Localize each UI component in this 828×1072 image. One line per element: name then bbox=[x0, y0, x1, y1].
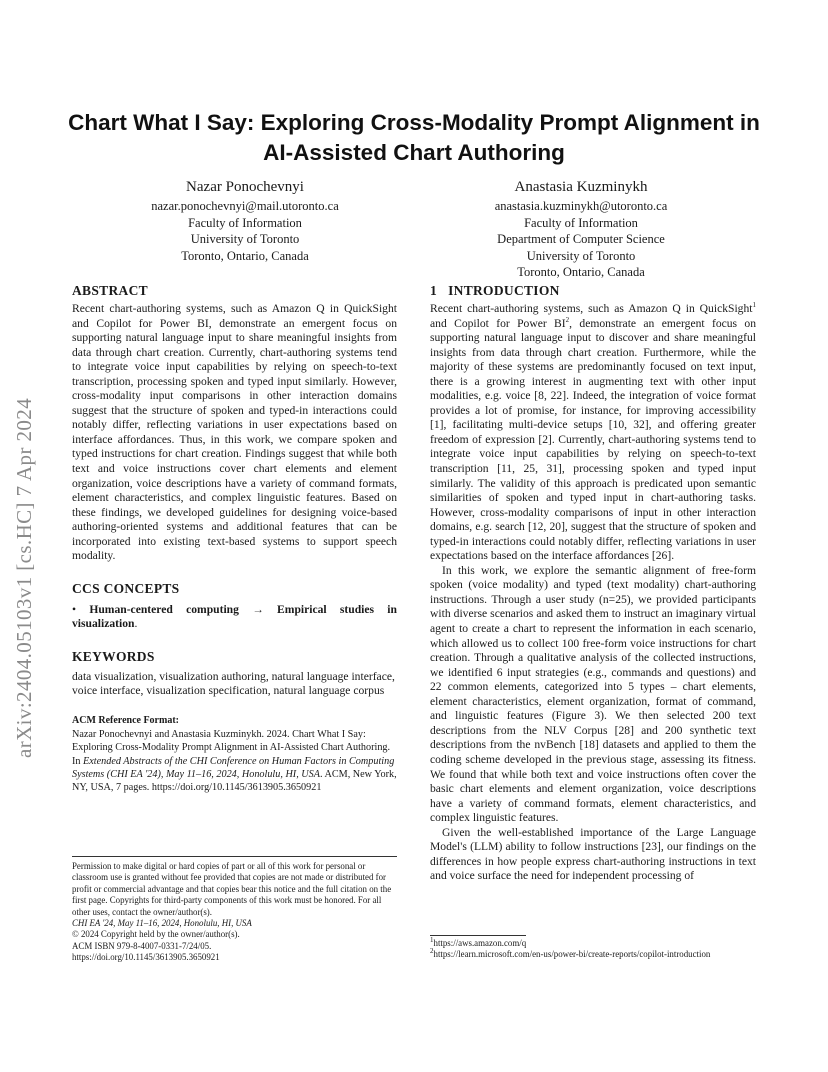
permission-block bbox=[72, 861, 398, 964]
author-block-1 bbox=[80, 176, 410, 264]
section-number: 1 bbox=[430, 283, 438, 298]
intro-paragraph-3: Given the well-established importance of the Large Language Model's (LLM) ability to follow instructions [23], our findings on the differences in how people express chart-authoring instructions in text and voice surface the need for independent processing of bbox=[430, 825, 756, 883]
ccs-concept-primary: Human-centered computing bbox=[89, 602, 239, 616]
acm-ref-heading: ACM Reference Format: bbox=[72, 715, 179, 727]
intro-text: and Copilot for Power BI bbox=[430, 316, 566, 330]
acm-reference bbox=[72, 728, 397, 794]
author-affiliation: Toronto, Ontario, Canada bbox=[181, 248, 309, 263]
permission-doi: https://doi.org/10.1145/3613905.3650921 bbox=[72, 952, 220, 963]
ccs-concept-secondary: Empirical studies in visualization bbox=[72, 602, 397, 631]
title-line-1: Chart What I Say: Exploring Cross-Modality Prompt Alignment in bbox=[68, 110, 760, 135]
permission-copyright: © 2024 Copyright held by the owner/author(s). bbox=[72, 929, 240, 940]
author-affiliation: Faculty of Information bbox=[188, 215, 302, 230]
acm-ref-venue: Extended Abstracts of the CHI Conference on Human Factors in Computing Systems (CHI EA '24), May 11–16, 2024, Honolulu, HI, USA bbox=[72, 755, 395, 780]
permission-venue: CHI EA '24, May 11–16, 2024, Honolulu, HI, USA bbox=[72, 918, 252, 929]
arrow-icon: → bbox=[252, 602, 264, 616]
acm-ref-publisher: . ACM, New York, NY, USA, 7 pages. https://doi.org/10.1145/3613905.3650921 bbox=[72, 768, 397, 794]
intro-text: , demonstrate an emergent focus on supporting natural language input to discover and share meaningful insights from data through chart creation. Furthermore, while the majority of these systems are predominantly focused on text input, there is a growing interest in augmenting text with other input modalities, e.g. voice [8, 22]. Indeed, the integration of voice format provides a lot of promise, for instance, for improving accessibility [1], facilitating multi-device setups [10, 32], and offering greater freedom of expression [2]. Currently, chart-authoring systems tend to integrate voice input capabilities by relying on speech-to-text transcription [11, 25, 31], processing spoken and typed input similarly. The validity of this approach is predicated upon semantic similarities of spoken and typed input in chart-authoring tasks. However, cross-modality comparisons of input in other interaction domains, e.g. search [12, 20], suggest that the structure of spoken and typed-in interactions could notably differ, reflecting variations in user expectations based on the interface affordances [26]. bbox=[430, 316, 757, 563]
footnote-rule bbox=[430, 935, 526, 936]
introduction-heading bbox=[430, 283, 756, 299]
left-column bbox=[72, 283, 397, 795]
author-block-2 bbox=[416, 176, 746, 281]
author-affiliation: University of Toronto bbox=[190, 232, 300, 247]
footnote-item bbox=[430, 949, 756, 960]
intro-paragraph-2: In this work, we explore the semantic alignment of free-form spoken (voice modality) and typed (text modality) chart-authoring instructions. Through a user study (n=25), we provided participants with diverse scenarios and asked them to instruct an imaginary virtual agent to create a chart to represent the information in each scenario, which allowed us to collect 100 free-form voice instructions for chart creation. Through a qualitative analysis of the collected instructions, we identified 6 input strategies (e.g., commands and questions) and 22 common elements, categorized into 5 types – chart elements, element characteristics, element organization, format of command, and linguistic features (Figure 3). We then selected 200 text descriptions from the NLV Corpus [28] and 200 synthetic text descriptions from the nvBench [18] datasets and applied to them the coding scheme developed in the previous stage, assessing its fitness. We found that while both text and voice instructions often cover the basic chart elements and element organization, voice descriptions have a variety of command formats, element characteristics, and complex linguistic features. bbox=[430, 563, 756, 825]
footnote-marker: 2 bbox=[565, 315, 570, 324]
right-column bbox=[430, 283, 756, 884]
permission-text: Permission to make digital or hard copies of part or all of this work for personal or classroom use is granted without fee provided that copies are not made or distributed for profit or commercial advantage and that copies bear this notice and the full citation on the first page. Copyrights for third-party components of this work must be honored. For all other uses, contact the owner/author(s). bbox=[72, 861, 392, 917]
intro-text: Recent chart-authoring systems, such as Amazon Q in QuickSight bbox=[430, 302, 753, 315]
footnote-marker: 1 bbox=[752, 301, 756, 310]
paper-title bbox=[60, 108, 768, 168]
intro-paragraph-1 bbox=[430, 302, 756, 564]
author-name: Anastasia Kuzminykh bbox=[514, 179, 648, 195]
footnote-mark: 1 bbox=[430, 936, 434, 945]
title-line-2: AI-Assisted Chart Authoring bbox=[263, 140, 565, 165]
footnote-mark: 2 bbox=[430, 947, 434, 956]
author-affiliation: Faculty of Information bbox=[524, 215, 638, 230]
author-affiliation: University of Toronto bbox=[526, 248, 636, 263]
footer-rule bbox=[72, 856, 397, 857]
keywords-heading: KEYWORDS bbox=[72, 648, 155, 664]
permission-isbn: ACM ISBN 979-8-4007-0331-7/24/05. bbox=[72, 940, 212, 951]
bullet: • bbox=[72, 602, 77, 616]
footnote-link[interactable]: https://learn.microsoft.com/en-us/power-bi/create-reports/copilot-introduction bbox=[433, 949, 711, 960]
ccs-concepts bbox=[72, 603, 397, 632]
keywords-text: data visualization, visualization authoring, natural language interface, voice interface, visualization specification, natural language corpus bbox=[72, 669, 395, 698]
acm-ref-authors: Nazar Ponochevnyi and Anastasia Kuzminykh. 2024. Chart What I Say: Exploring Cross-Modality Prompt Alignment in AI-Assisted Chart Authoring. In bbox=[72, 729, 391, 767]
ccs-end: . bbox=[134, 617, 138, 631]
ccs-heading: CCS CONCEPTS bbox=[72, 580, 180, 596]
footnotes bbox=[430, 938, 756, 961]
section-title: INTRODUCTION bbox=[448, 283, 560, 298]
arxiv-side-label: arXiv:2404.05103v1 [cs.HC] 7 Apr 2024 bbox=[12, 397, 36, 758]
author-email: anastasia.kuzminykh@utoronto.ca bbox=[494, 199, 668, 213]
footnote-item bbox=[430, 938, 756, 949]
abstract-heading: ABSTRACT bbox=[72, 283, 148, 298]
author-name: Nazar Ponochevnyi bbox=[186, 179, 304, 195]
author-email: nazar.ponochevnyi@mail.utoronto.ca bbox=[151, 199, 339, 213]
author-affiliation: Toronto, Ontario, Canada bbox=[517, 265, 645, 280]
footnote-link[interactable]: https://aws.amazon.com/q bbox=[433, 938, 527, 948]
abstract-text: Recent chart-authoring systems, such as Amazon Q in QuickSight and Copilot for Power BI, demonstrate an emergent focus on supporting natural language input to share meaningful insights from data through chart creation. Currently, chart-authoring systems tend to integrate voice input capabilities by relying on speech-to-text transcription, processing spoken and typed input similarly. However, cross-modality input comparisons in other interaction domains suggest that the structure of spoken and typed-in interactions could notably differ, reflecting variations in user expectations based on interface affordances. Thus, in this work, we compare spoken and typed instructions for chart creation. Findings suggest that while both text and voice instructions cover chart elements and element organization, voice descriptions have a variety of command formats, element characteristics, and complex linguistic features. Based on these findings, we developed guidelines for designing voice-based authoring-oriented systems and additional features that can be incorporated into existing text-based systems to support speech modality. bbox=[72, 302, 397, 563]
author-affiliation: Department of Computer Science bbox=[497, 232, 665, 247]
